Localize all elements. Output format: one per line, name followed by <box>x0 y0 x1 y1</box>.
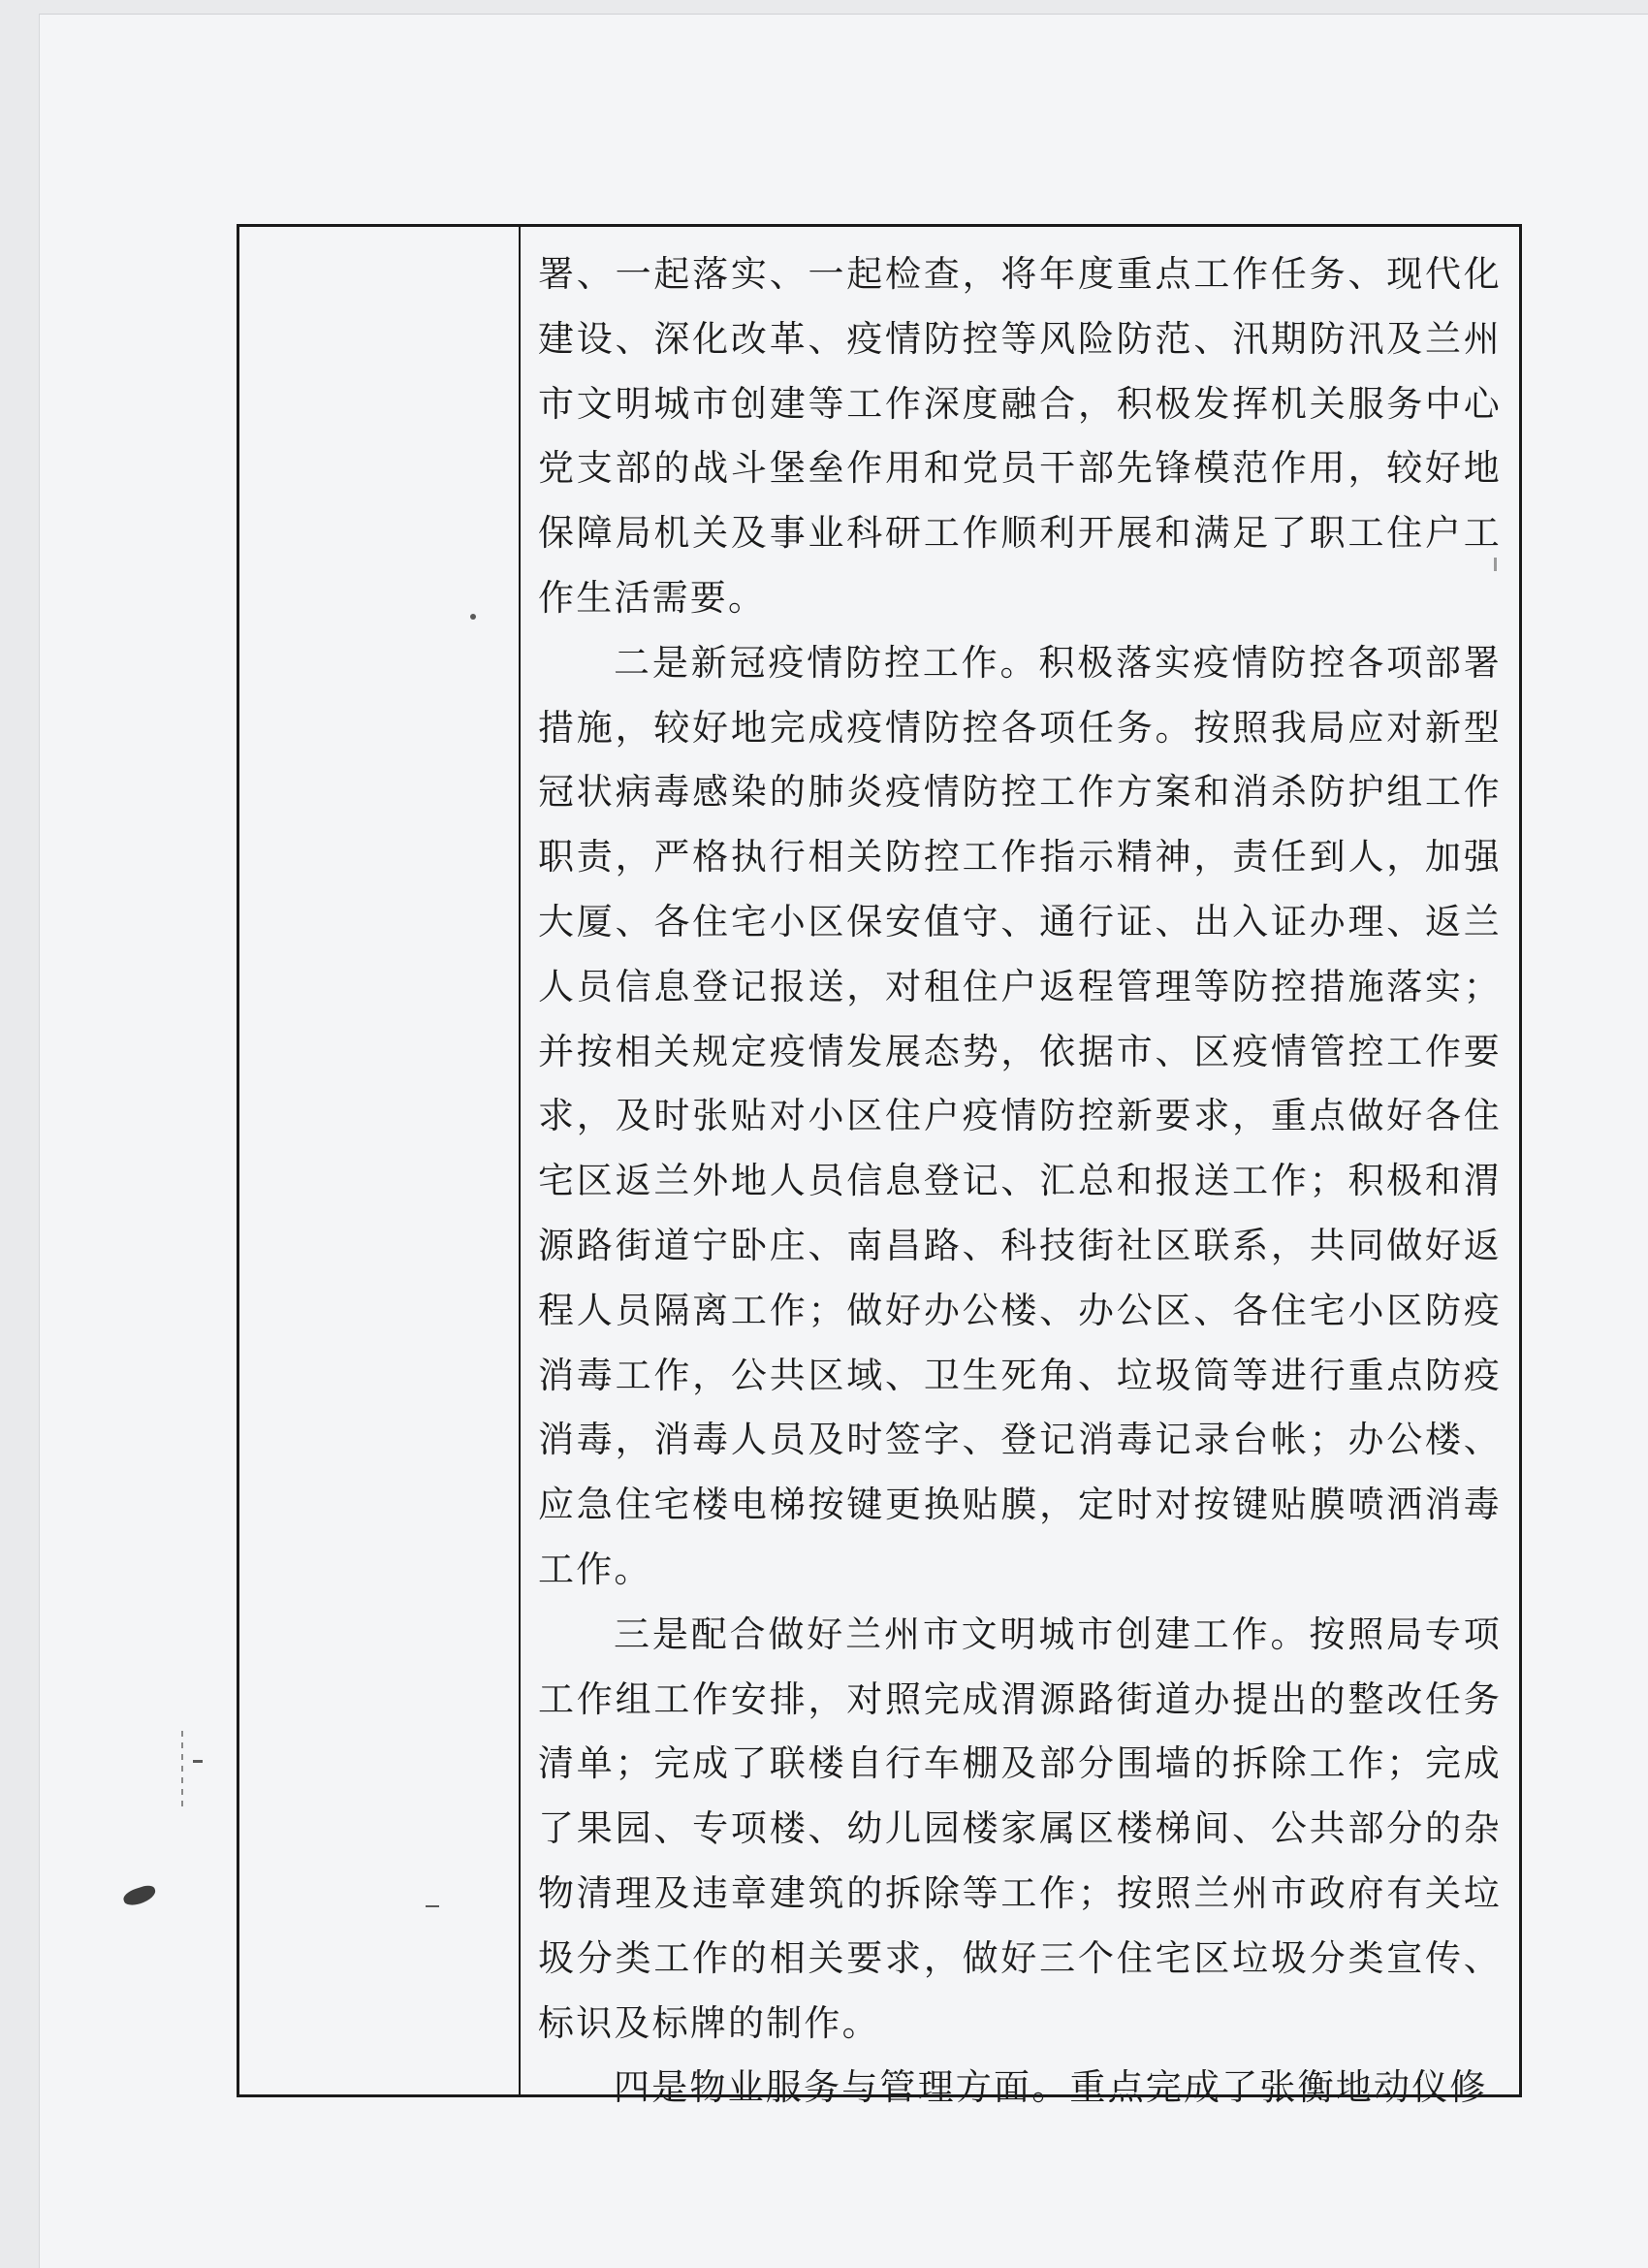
paragraph-civilized-city: 三是配合做好兰州市文明城市创建工作。按照局专项工作组工作安排，对照完成渭源路街道办提出的整改任务清单；完成了联楼自行车棚及部分围墙的拆除工作；完成了果园、专项楼、幼儿园楼家属区楼梯间、公共部分的杂物清理及违章建筑的拆除等工作；按照兰州市政府有关垃圾分类工作的相关要求，做好三个住宅区垃圾分类宣传、标识及标牌的制作。 <box>538 1613 1502 2044</box>
table-left-cell <box>239 227 521 2094</box>
scan-speck <box>426 1905 439 1907</box>
scanned-page <box>39 14 1648 2268</box>
paragraph-epidemic-control: 二是新冠疫情防控工作。积极落实疫情防控各项部署措施，较好地完成疫情防控各项任务。按照我局应对新型冠状病毒感染的肺炎疫情防控工作方案和消杀防护组工作职责，严格执行相关防控工作指示精神，责任到人，加强大厦、各住宅小区保安值守、通行证、出入证办理、返兰人员信息登记报送，对租住户返程管理等防控措施落实；并按相关规定疫情发展态势，依据市、区疫情管控工作要求，及时张贴对小区住户疫情防控新要求，重点做好各住宅区返兰外地人员信息登记、汇总和报送工作；积极和渭源路街道宁卧庄、南昌路、科技街社区联系，共同做好返程人员隔离工作；做好办公楼、办公区、各住宅小区防疫消毒工作，公共区域、卫生死角、垃圾筒等进行重点防疫消毒，消毒人员及时签字、登记消毒记录台帐；办公楼、应急住宅楼电梯按键更换贴膜，定时对按键贴膜喷洒消毒工作。 <box>538 641 1502 1590</box>
scan-speck <box>193 1760 203 1763</box>
punch-hole-mark <box>121 1883 157 1908</box>
paragraph-property-service: 四是物业服务与管理方面。重点完成了张衡地动仪修 <box>614 2066 1488 2109</box>
content-table <box>237 224 1522 2109</box>
scan-speck <box>470 614 476 620</box>
paragraph-continuation: 署、一起落实、一起检查，将年度重点工作任务、现代化建设、深化改革、疫情防控等风险防范、汛期防汛及兰州市文明城市创建等工作深度融合，积极发挥机关服务中心党支部的战斗堡垒作用和党员干部先锋模范作用，较好地保障局机关及事业科研工作顺利开展和满足了职工住户工作生活需要。 <box>538 253 1502 619</box>
binding-marks <box>181 1731 183 1808</box>
table-right-cell <box>521 227 1519 2109</box>
scan-speck <box>1494 558 1497 571</box>
